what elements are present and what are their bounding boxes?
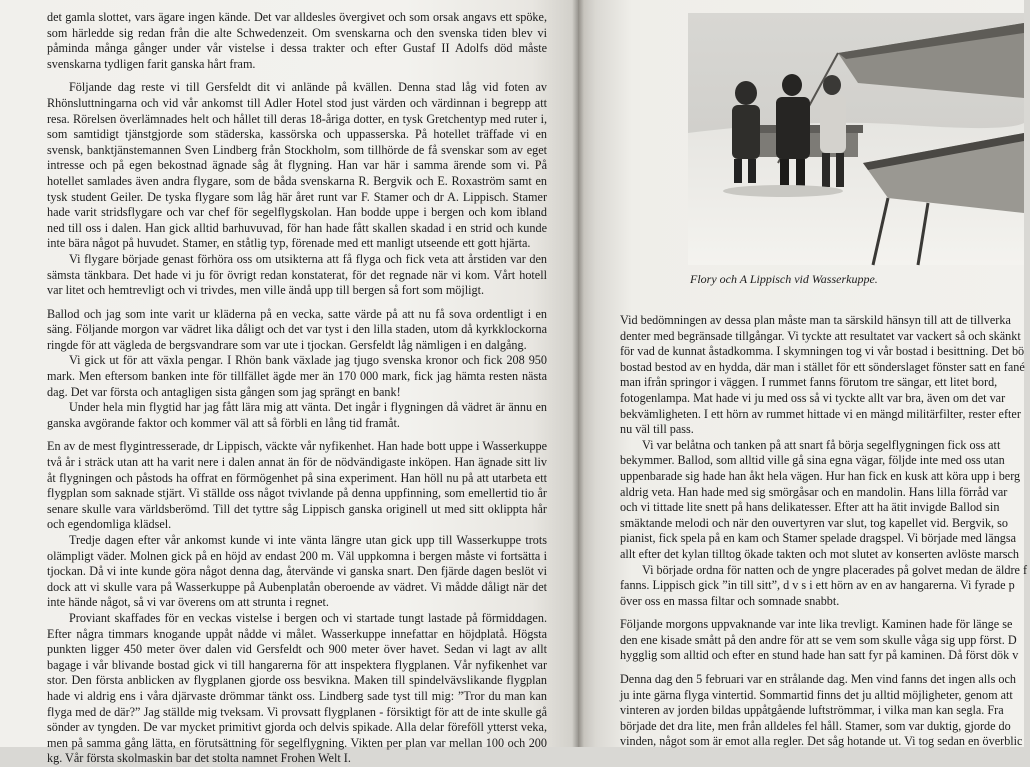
text-line: fanns. Lippisch gick ”in till sitt”, d v s i ett hörn av en av hangarerna. Vi fyrade p bbox=[620, 578, 1015, 593]
photo-illustration bbox=[688, 13, 1024, 265]
paragraph: Tredje dagen efter vår ankomst kunde vi inte vänta längre utan gick upp till Wasserkuppe trots olämpligt väder. Molnen gick på en höjd av endast 200 m. Väl uppkomna i bergen måste vi fortsätta i tjockan. Då vi inte kunde göra något denna dag, återvände vi ganska snart. Den fjärde dagen beslöt vi dock att vi skulle vara på Wasserkuppe på Aubenplatån oberoende av vädret. Vi mådde dåligt när det inte hände något, så vi var överens om att strunta i regnet. bbox=[47, 533, 547, 610]
left-text-column bbox=[47, 10, 547, 767]
text-line: man ifrån springor i väggen. I rummet fanns förutom tre sängar, ett litet bord, bbox=[620, 375, 998, 390]
paragraph: En av de mest flygintresserade, dr Lippisch, väckte vår nyfikenhet. Han hade bott uppe i Wasserkuppe två år i sträck utan att ha varit nere i dalen annat än för de nödvändigaste inköpen. Han ägnade sitt liv åt flygningen och påstods ha offrat en förmögenhet på sina experiment. Han höll nu på att utarbeta ett flygplan som saknade stjärt. Vi ställde oss något tvivlande på denna uppfinning, som emellertid tio år senare skulle vara världsberömd. Till det tyttre såg Lippisch ganska originell ut med sitt oklippta hår och egendomliga klädsel. bbox=[47, 439, 547, 532]
right-page bbox=[578, 0, 1028, 749]
paragraph: Under hela min flygtid har jag fått lära mig att vänta. Det ingår i flygningen då vädret är ännu en ganska avgörande faktor och kommer väl att så förbli en lång tid framåt. bbox=[47, 400, 547, 430]
paragraph: Vi flygare började genast förhöra oss om utsikterna att få flyga och fick veta att årstiden var den sämsta tänkbara. Det hade vi ju för övrigt redan konstaterat, för det regnade när vi kom. Vårt hotell var litet och hemtrevligt och vi trivdes, men ville ändå upp till bergen så fort som möjligt. bbox=[47, 251, 547, 298]
text-line: ju inte gärna flyga vintertid. Sommartid finns det ju alltid möjligheter, genom att bbox=[620, 687, 1013, 702]
text-line: och vi tittade lite snett på hans delikatesser. Efter att ha ätit invigde Ballod sin bbox=[620, 500, 1000, 515]
text-line: uppenbarade sig hade han åkt hela vägen. Hur han fick en kusk att köra upp i berg bbox=[620, 468, 1021, 483]
text-line: aldrig veta. Han hade med sig smörgåsar och en mandolin. Hans lilla förråd var bbox=[620, 484, 1008, 499]
photo-gliders-wasserkuppe bbox=[688, 13, 1024, 265]
right-text-column bbox=[620, 313, 1030, 750]
text-line: över oss en massa filtar och somnade snabbt. bbox=[620, 593, 840, 608]
paragraph: Följande dag reste vi till Gersfeldt dit vi anlände på kvällen. Denna stad låg vid foten av Rhönsluttningarna och vid vår ankomst till Adler Hotel stod just värden och värdinnan i begrepp att resa. Rörelsen överlämnades helt och hållet till deras 18-åriga dotter, en tysk Gretchentyp med ruter i, som samtidigt tjänstgjorde som städerska, kassörska och uppasserska. På hotellet träffade vi en svensk, banktjänstemannen Sven Lindberg från Stockholm, som tillhörde de få svenskar som av eget intresse och på egen bekostnad ägnade såg åt flygning. Han var här i samma ärende som vi. På hotellet samlades även andra flygare, som de båda svenskarna R. Bergvik och E. Roxaström samt en tysk student Geiler. De tyska flygare som låg här året runt var F. Stamer och dr A. Lippisch. Stamer hade varit stridsflygare och var chef för segelflygskolan. Han bodde uppe i bergen och kom ibland ned till oss i dalen. Han gick alltid barhuvuvad, för han hade fått skallen skadad i en strid och kunde inte bära något på huvudet. Stamer, en ståtlig typ, förenade med ett manligt utseende ett gott hjärta. bbox=[47, 80, 547, 251]
text-line: allt efter det kylan tilltog ökade takten och mot slutet av konserten avlöste marsch bbox=[620, 546, 1020, 561]
text-line: vinteren av jorden bildas uppåtgående luftströmmar, i vilka man kan segla. Fra bbox=[620, 703, 1004, 718]
text-line: den ene kisade smått på den andre för att se vem som skulle våga sig upp först. D bbox=[620, 632, 1017, 647]
text-line: nu väl till pass. bbox=[620, 422, 694, 437]
text-line: Vid bedömningen av dessa plan måste man ta särskild hänsyn till att de tillverka bbox=[620, 313, 1011, 327]
text-line: Följande morgons uppvaknande var inte lika trevligt. Kaminen hade för länge se bbox=[620, 617, 1013, 632]
text-line: bostad bestod av en hydda, där man i stället för ett sönderslaget fönster satt en fané bbox=[620, 359, 1025, 374]
text-line: började det dra lite, men från alldeles fel håll. Stamer, som var duktig, gjorde do bbox=[620, 718, 1011, 733]
photo-caption: Flory och A Lippisch vid Wasserkuppe. bbox=[690, 272, 878, 286]
text-line: vinden, något som är emot alla regler. Det såg hotande ut. Vi tog sedan en överblic bbox=[620, 734, 1023, 749]
text-line: Vi var belåtna och tanken på att snart få börja segelflygningen fick oss att bbox=[642, 437, 1001, 452]
text-line: smäktande melodi och när den ouvertyren var slut, tog kapellet vid. Bergvik, so bbox=[620, 515, 1008, 530]
text-line: bekvämligheten. I ett hörn av rummet hittade vi en mängd militärfilter, rester efter bbox=[620, 406, 1021, 421]
text-line: pianist, fick spela på en kam och Stamer spelade dragspel. Vi började med längsa bbox=[620, 531, 1017, 546]
paragraph: Vi gick ut för att växla pengar. I Rhön bank växlade jag tjugo svenska kronor och fick 208 950 mark. Men eftersom banken inte för tillfället ägde mer än 170 000 mark, fick jag hämta resten nästa dag. Det var första och antagligen sista gången som jag sprängt en bank! bbox=[47, 353, 547, 399]
text-line: Vi började ordna för natten och de yngre placerades på golvet medan de äldre f bbox=[642, 562, 1028, 577]
paragraph: Proviant skaffades för en veckas vistelse i bergen och vi startade tungt lastade på förmiddagen. Efter några timmars knogande uppåt nådde vi målet. Wasserkuppe innefattar en höjdplatå. Högsta punkten ligger 450 meter över dalen vid Gersfeldt och 900 meter över havet. Sedan vi lagt av allt bagage i vår blivande bostad gick vi till hangarerna för att inspektera flygplanen. Vår nyfikenhet var stor. Den första anblicken av flygplanen gjorde oss besvikna. Maken till spindelvävslikande flygplan hade vi aldrig ens i våra djärvaste drömmar tänkt oss. Lindberg sade tyst till mig: ”Tror du man kan flyga med de där?” Jag ställde mig tveksam. Vi provsatt flygplanen - försiktigt för att de inte skulle gå sönder av tyngden. De var mycket primitivt gjorda och delvis spikade. Alla delar föreföll ytterst veka, men på samma gång lätta, en förutsättning för segelflygning. Vikten per plan var mellan 100 och 200 kg. Vår första skolmaskin bar det stolta namnet Frohen Welt I. bbox=[47, 610, 547, 766]
text-line: denter med begränsade tillgångar. Vi tyckte att resultatet var vackert så och skänkt bbox=[620, 328, 1021, 343]
text-line: fotogenlampa. Mat hade vi ju med oss så vi tyckte allt var bra, även om det var bbox=[620, 390, 1006, 405]
paragraph: det gamla slottet, vars ägare ingen kände. Det var alldesles övergivet och som orsak angavs ett spöke, som härledde sig redan från die alte Schwedenzeit. Om svenskarna och den svenska tiden blev vi påminda många gånger under vår vistelse i dessa trakter och efter Gustaf II Adolfs död måste svenskarna tydligen farit ganska hårt fram. bbox=[47, 10, 547, 71]
text-line: bekymmer. Ballod, som alltid ville gå sina egna vägar, följde inte med oss utan bbox=[620, 453, 1005, 468]
paragraph: Ballod och jag som inte varit ur kläderna på en vecka, satte värde på att nu få sova ordentligt i en säng. Följande morgon var vädret lika dåligt och det var tyst i den lilla staden, utom då kyrkklockorna ringde för att vägleda de bergsvandrare som var ute i tjockan. Gersfeldt låg nämligen i en dalgång. bbox=[47, 306, 547, 352]
text-line: Denna dag den 5 februari var en strålande dag. Men vind fanns det ingen alls och bbox=[620, 672, 1016, 687]
text-line: för vad de kunnat åstadkomma. I skymningen tog vi vår bostad i besittning. Det bö bbox=[620, 344, 1025, 359]
book-gutter bbox=[572, 0, 584, 747]
text-line: hygglig som alltid och efter en stund hade han satt fyr på kaminen. Då först dök v bbox=[620, 648, 1019, 663]
